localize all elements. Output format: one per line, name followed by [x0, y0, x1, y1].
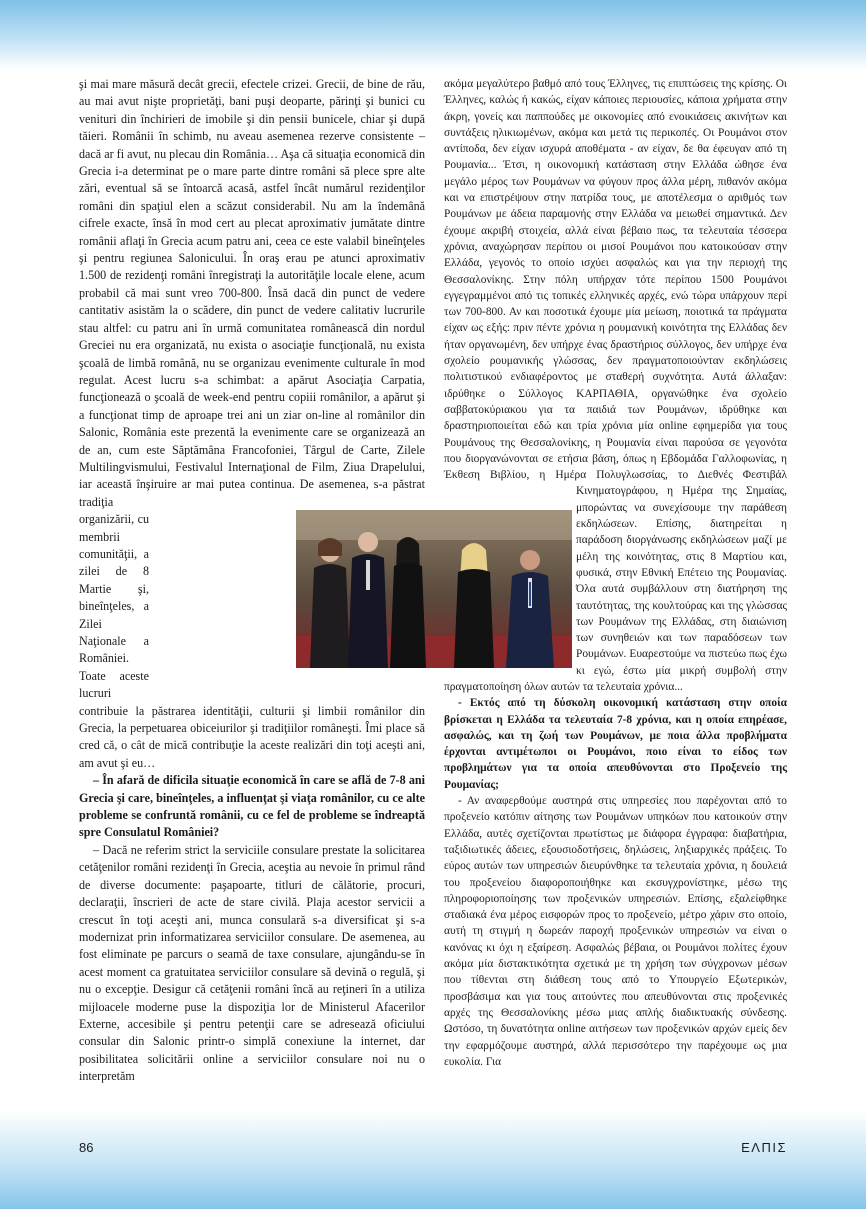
page-footer-band [0, 1110, 866, 1209]
greek-paragraph-answer-2: - Αν αναφερθούμε αυστηρά στις υπηρεσίες που παρέχονται από το προξενείο κατόπιν αίτησης των Ρουμάνων υπηκόων που κατοικούν στην Ελλάδα, αυτές σχετίζονται πρωτίστως με διάφορα έγγραφα: διαβατήρια, ταξιδιωτικές άδειες, εξουσιοδοτήσεις, δηλώσεις, ληξιαρχικές πράξεις. Το εύρος αυτών των υπηρεσιών διευρύνθηκε τα τελευταία χρόνια, η δουλειά του προξενείου διαφοροποιήθηκε και εκσυγχρονίστηκε, μέσω της πληροφοριοποίησης των προξενικών υπηρεσιών. Επίσης, εξαλείφθηκε σταδιακά ένα μέρος εισφορών προς το προξενείο, μέτρο χάριν στο οποίο, αυτή τη στιγμή η δωρεάν παροχή προξενικών υπηρεσιών να είναι ο κανόνας κι όχι η εξαίρεση. Ασφαλώς βέβαια, οι Ρουμάνοι πολίτες έχουν ακόμα μία διστακτικότητα σχετικά με τη χρήση των σύγχρονων μέσων που τίθενται στη διάθεση τους από το Υπουργείο Εξωτερικών, προσβάσιμα και για τους αιτούντες που απευθύνονται στις προξενικές αρχές της Θεσσαλονίκης μέσω μιας απλής διαδικτυακής σύνδεσης. Ωστόσο, τη δυνατότητα online αιτήσεων των προξενικών αρχών εμείς δεν την εφαρμόζουμε αυστηρά, αλλά περισσότερο την παρέχουμε ως μια ευκολία. Για [444, 795, 787, 1068]
romanian-paragraph-answer-1: şi mai mare măsură decât grecii, efectele crizei. Grecii, de bine de rău, au mai avut nişte proprietăţi, bani puşi deoparte, părinţi şi bunici cu venituri din închirieri de imobile şi din pensii bunicele, chiar şi după tăieri. Românii în schimb, nu aveau asemenea rezerve consistente – dacă ar fi avut, nu plecau din România… Aşa că situaţia economică din Grecia i-a determinat pe o mare parte dintre români să plece spre alte zări, eventual să se întoarcă acasă, astfel încât numărul rezidenţilor români din spaţiul elen a scăzut considerabil. Nu am la îndemână cifrele exacte, însă în mod cert au plecat aproximativ jumătate dintre românii aflaţi în Grecia acum patru ani, ceea ce este valabil bineînţeles şi pentru regiunea Salonicului. În oraş erau pe atunci aproximativ 1.500 de rezidenţi români înregistraţi la autorităţile locale elene, acum probabil că mai sunt vreo 700-800. Însă dacă din punct de vedere cantitativ asistăm la o scădere, din punct de vedere calitativ lucrurile stau altfel: cu patru ani în urmă comunitatea românească din nordul Greciei nu era organizată, nu exista o asociaţie funcţională, nu exista şcoală de limbă română, nu se organizau evenimente culturale în mod regulat. Acest lucru s-a schimbat: a apărut Asociaţia Carpatia, funcţionează o şcoală de week-end pentru copiii românilor, a apărut şi a funcţionat timp de aproape trei ani un ziar on-line al românilor din Salonic, România este prezentă la evenimente care se organizează an de an, cum este Săptămâna Francofoniei, Târgul de Carte, Zilele Multilingvismului, Festivalul Internaţional de Film, Ziua Drapelului, iar această înşiruire ar mai putea continua. De asemenea, s-a păstrat tradiţia organizării, cu membrii comunităţii, a zilei de 8 Martie şi, bineînţeles, a Zilei Naţionale a României. Toate aceste lucruri contribuie la păstrarea identităţii, culturii şi limbii românilor din Grecia, la perpetuarea obiceiurilor şi tradiţiilor româneşti. Îmi place să cred că, o cât de mică contribuţie la aceste realizări din toţi aceşti ani, am avut şi eu… [79, 77, 425, 770]
greek-question-2: - Εκτός από τη δύσκολη οικονομική κατάσταση στην οποία βρίσκεται η Ελλάδα τα τελευταία 7-8 χρόνια, και η οποία επηρέασε, ασφαλώς, και τη ζωή των Ρουμάνων, με ποια άλλα προβλήματα έρχονται αντιμέτωποι οι Ρουμάνοι, ποιο είναι το είδος των προβλημάτων για τα οποία απευθύνονται στο Προξενείο της Ρουμανίας; [444, 697, 787, 791]
romanian-question-2: – În afară de dificila situaţie economică în care se află de 7-8 ani Grecia şi care, bineînţeles, a influenţat şi viaţa românilor, cu ce alte probleme se confruntă românii, cu ce fel de probleme se îndreaptă spre Consulatul României? [79, 773, 425, 840]
page-header-band [0, 0, 866, 70]
greek-paragraph-answer-1: ακόμα μεγαλύτερο βαθμό από τους Έλληνες, τις επιπτώσεις της κρίσης. Οι Έλληνες, καλώς ή κακώς, είχαν κάποιες περιουσίες, κάποια χρήματα στην άκρη, γονείς και παππούδες με οικονομίες από ενοικιάσεις ακινήτων και συντάξεις ηλικιωμένων, ακόμα και μετά τις περικοπές. Οι Ρουμάνοι στον αντίποδα, δεν είχαν ισχυρά αποθέματα - αν είχαν, δε θα έφευγαν από τη Ρουμανία... Έτσι, η οικονομική κατάσταση στην Ελλάδα ώθησε ένα μεγάλο μέρος των Ρουμάνων να φύγουν προς άλλα μέρη, πιθανόν ακόμα και να επιστρέψουν στην πατρίδα τους, με αποτέλεσμα ο αριθμός των Ρουμάνων με άδεια παραμονής στην Ελλάδα να μειωθεί σημαντικά. Δεν έχουμε ακριβή στοιχεία, αλλά είναι βέβαιο πως, τα τελευταία τέσσερα χρόνια, αναχώρησαν περίπου οι μισοί Ρουμάνοι που κατοικούσαν στην Ελλάδα, γεγονός το οποίο ισχύει ασφαλώς και για την περιοχή της Θεσσαλονίκης. Στην πόλη υπήρχαν τότε περίπου 1500 Ρουμάνοι εγγεγραμμένοι από τις τοπικές ελληνικές αρχές, ενώ τώρα υπάρχουν περί των 700-800. Αν και ποσοτικά έχουμε μία μείωση, ποιοτικά τα πράγματα είχαν ως εξής: πριν πέντε χρόνια η ρουμανική κοινότητα της Ελλάδας δεν ήταν οργανωμένη, δεν υπήρχε ένας δραστήριος σύλλογος, δεν υπήρχε ένα σχολείο ρουμανικής γλώσσας, δεν πραγματοποιούνταν εκδηλώσεις πολιτιστικού ενδιαφέροντος με σταθερή συχνότητα. Αυτά άλλαξαν: ιδρύθηκε ο Σύλλογος ΚΑΡΠΑΘΙΑ, οργανώθηκε ένα σχολείο σαββατοκύριακου για τα παιδιά των Ρουμάνων, ιδρύθηκε και δραστηριοποιείται εδώ και τρία χρόνια μία online εφημερίδα για τους Ρουμάνους της Θεσσαλονίκης, η Ρουμανία είναι παρούσα σε γεγονότα που διοργανώνονται σε ετήσια βάση, όπως η Εβδομάδα Γαλλοφωνίας, η Έκθεση Βιβλίου, η Ημέρα Πολυγλωσσίας, το Διεθνές Φεστιβάλ Κινηματογράφου, η Ημέρα της Σημαίας, μπορώντας να συνεχίσουμε την παράθεση εκδηλώσεων. Επίσης, διατηρείται η παράδοση διοργάνωσης εκδηλώσεων μαζί με μέλη της κοινότητας, στις 8 Μαρτίου και, φυσικά, στην Εθνική Επέτειο της Ρουμανίας. Όλα αυτά συμβάλλουν στη διατήρηση της ταυτότητας, της κουλτούρας και της γλώσσας των Ρουμάνων της Ελλάδας, στη διαιώνιση των συνηθειών και των παραδόσεων των Ρουμάνων. Ευαρεστούμε να πιστεύω πως έχω κι εγώ, έστω μία μικρή συμβολή στην πραγματοποίηση όλων αυτών τα τελευταία χρόνια... [444, 78, 787, 693]
group-photo [296, 510, 572, 668]
page-number: 86 [79, 1140, 94, 1155]
group-photo-illustration [296, 510, 572, 668]
journal-name: ΕΛΠΙΣ [741, 1140, 787, 1155]
romanian-paragraph-answer-2: – Dacă ne referim strict la serviciile consulare prestate la solicitarea cetăţenilor români rezidenţi în Grecia, aceştia au nevoie în primul rând de diverse documente: paşapoarte, titluri de călătorie, procuri, declaraţii, înscrieri de acte de stare civilă. Plaja acestor servicii a crescut în toţi aceşti ani, munca consulară s-a diversificat şi s-a modernizat prin informatizarea serviciilor consulare. De asemenea, au fost eliminate pe parcurs o seamă de taxe consulare, ajungându-se în acest moment ca gratuitatea serviciilor consulare să devină o regulă, şi nu o excepţie. Desigur că cetăţenii români încă au reţineri în a utiliza mijloacele moderne puse la dispoziţia lor de Ministerul Afacerilor Externe, accesibile şi pentru petenţii care se adresează oficiului consular din Salonic printr-o simplă conexiune la internet, dar posibilitatea solicitării online a serviciilor consulare noi nu o interpretăm [79, 842, 425, 1084]
